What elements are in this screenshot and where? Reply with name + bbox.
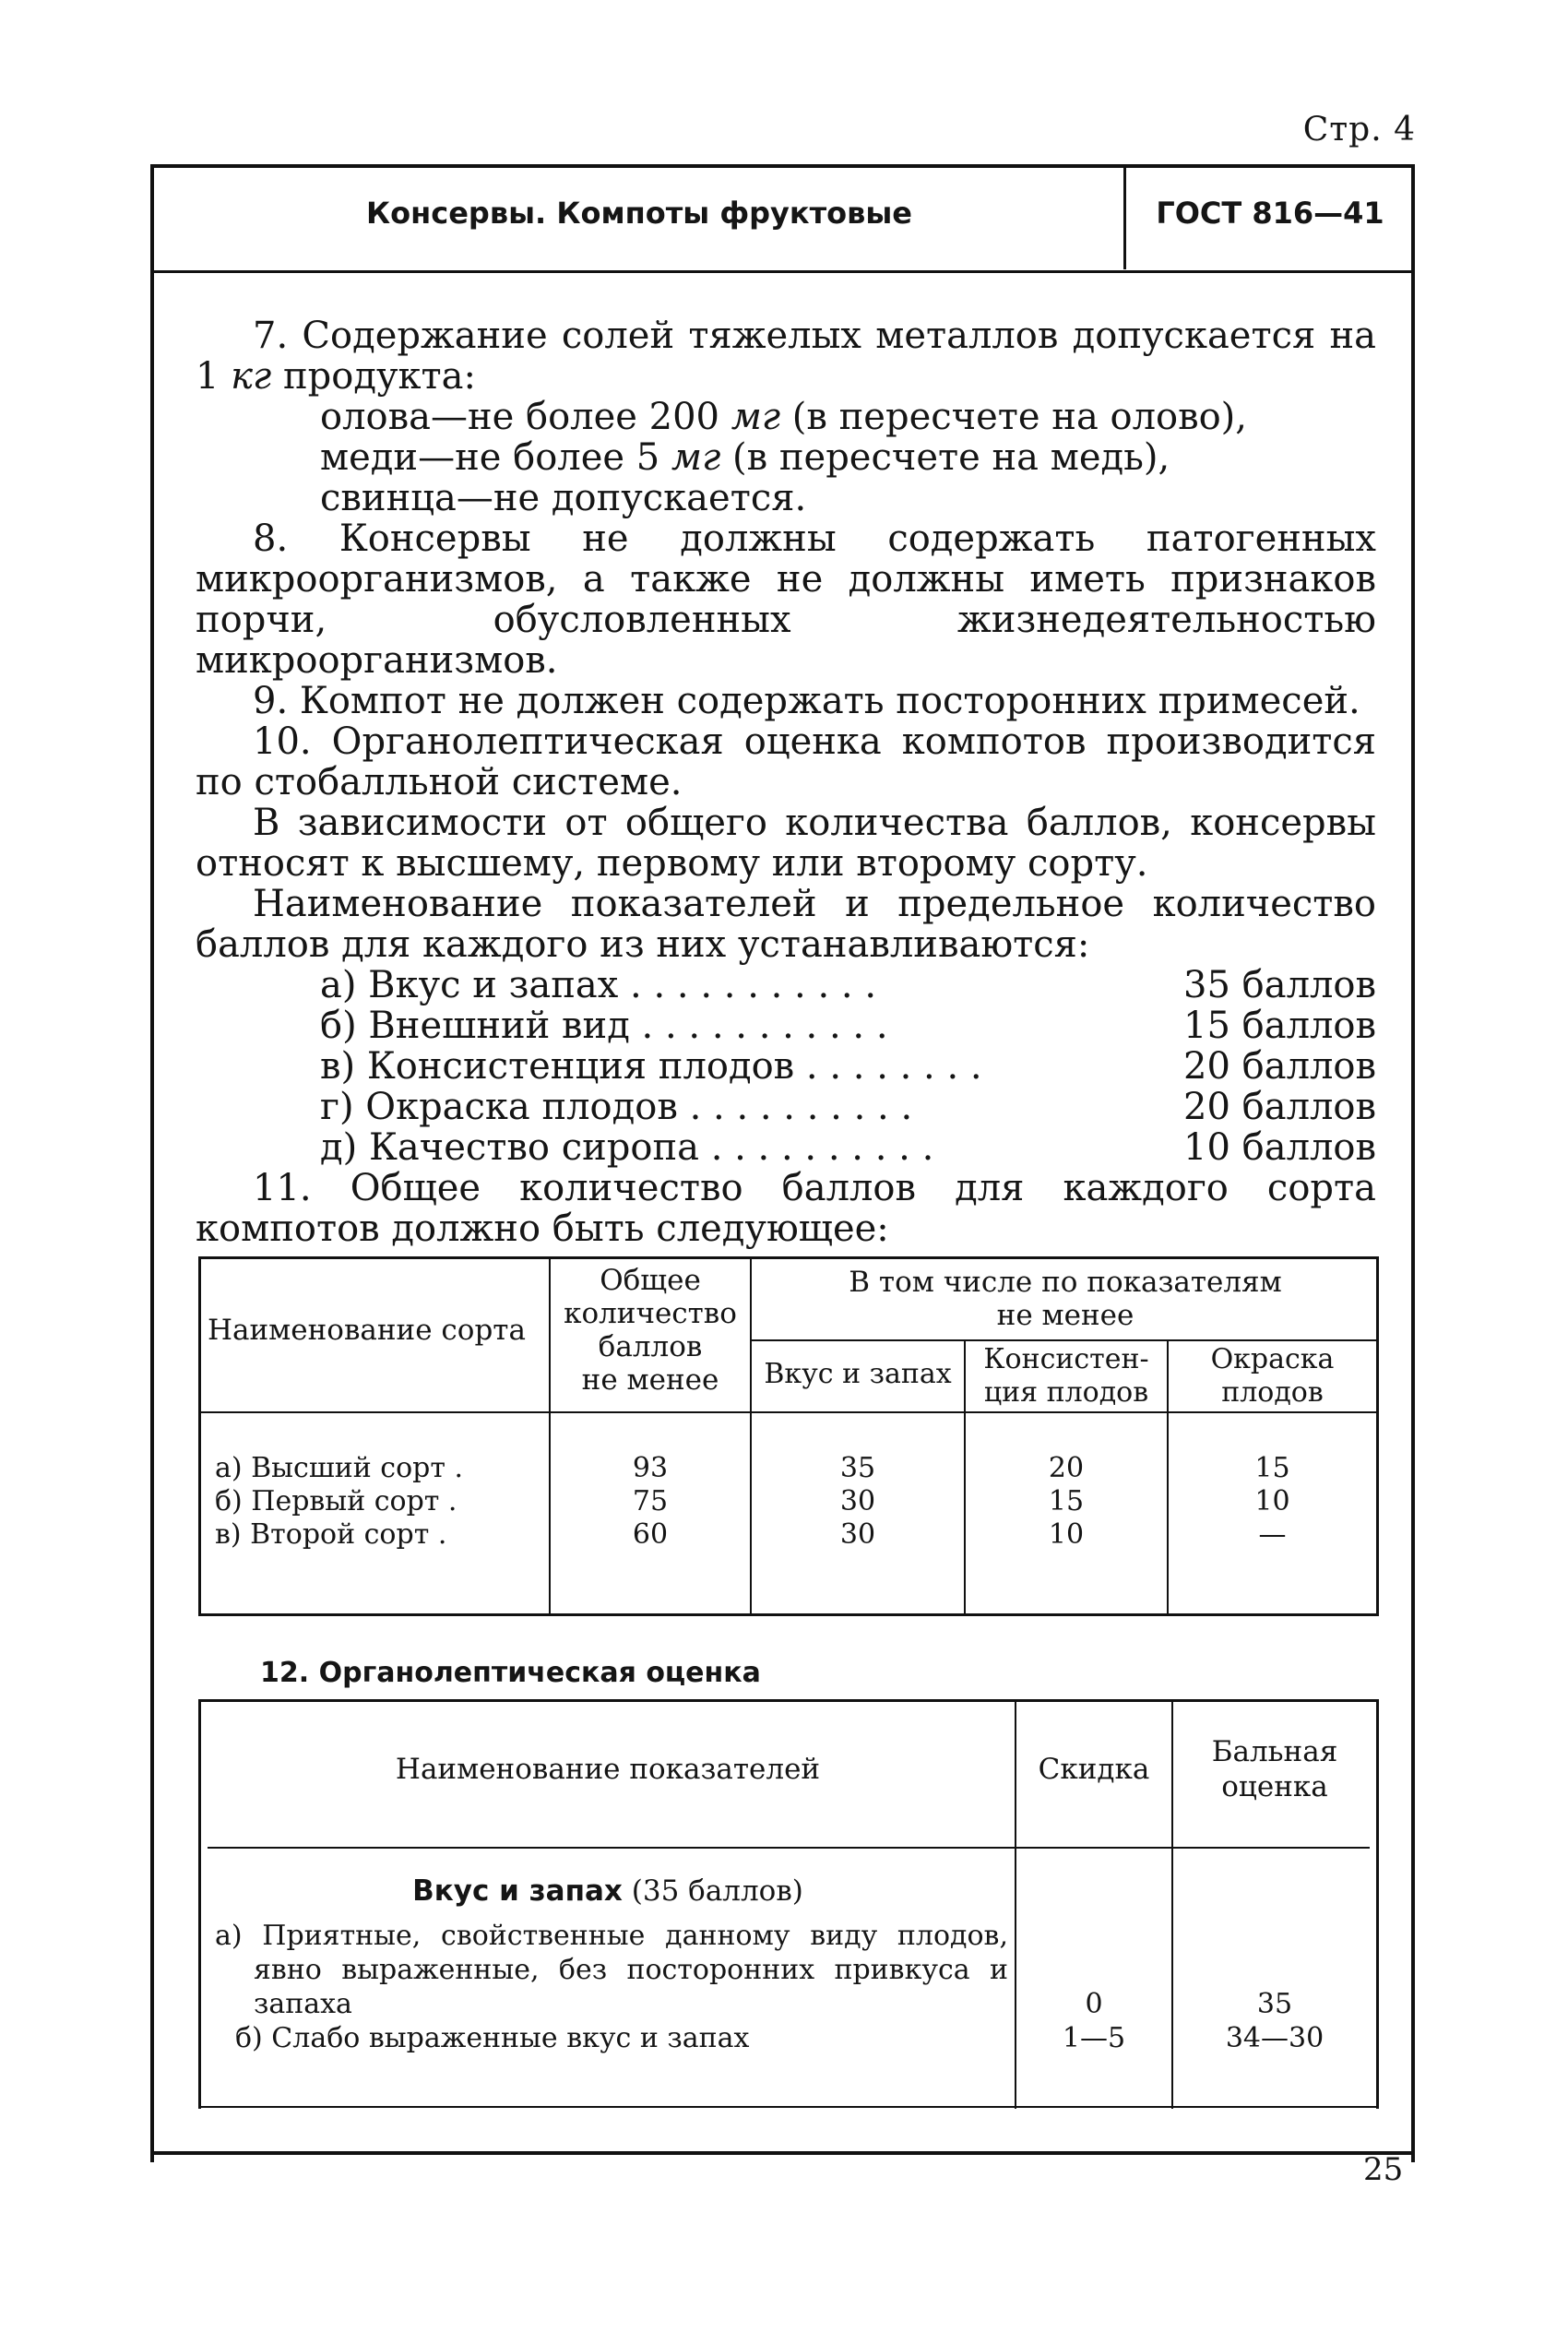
- col-header-total-line: не менее: [581, 1363, 719, 1397]
- score-label-text: г) Окраска плодов: [320, 1086, 678, 1128]
- copper-limit: [196, 437, 1376, 478]
- row-a-discount: 0: [1085, 1988, 1103, 2020]
- row-a-line: явно выраженные, без посторонних привкуса и: [254, 1954, 1008, 1986]
- col-header-group-line: не менее: [996, 1299, 1134, 1332]
- score-label: [320, 1127, 1183, 1168]
- grade-name: в) Второй сорт .: [215, 1518, 447, 1551]
- grade-taste: 35: [839, 1452, 876, 1484]
- col-header-total-line: количество: [564, 1297, 737, 1330]
- score-leader: . . . . . . . . . .: [698, 1126, 934, 1169]
- score-leader: . . . . . . . .: [794, 1045, 982, 1088]
- grade-name: а) Высший сорт .: [215, 1452, 464, 1484]
- header-top-rule: [150, 164, 1415, 168]
- row-discounts: [1016, 1987, 1171, 2055]
- table-rule: [208, 1847, 1370, 1849]
- table-rule: [198, 1256, 1379, 1259]
- col-header-consistency-line: ция плодов: [983, 1376, 1149, 1409]
- col-header-total-line: Общее: [600, 1264, 701, 1297]
- table-rule: [198, 1613, 1379, 1616]
- grade-consistency-values: [966, 1452, 1167, 1552]
- grade-name: б) Первый сорт .: [215, 1485, 457, 1517]
- table-rule: [198, 1256, 201, 1616]
- header-bottom-rule: [150, 270, 1415, 273]
- table-rule: [198, 1699, 1379, 1702]
- row-a-score: 35: [1256, 1988, 1293, 2020]
- col-header-group: [752, 1266, 1379, 1332]
- document-title: Консервы. Компоты фруктовые: [366, 196, 912, 231]
- col-header-color-line: Окраска: [1210, 1343, 1335, 1375]
- body-text: [196, 315, 1376, 1249]
- col-header-color-line: плодов: [1221, 1376, 1324, 1409]
- table-rule: [198, 2106, 1379, 2108]
- row-b-description: б) Слабо выраженные вкус и запах: [235, 2022, 750, 2054]
- grade-table: [198, 1256, 1379, 1616]
- grade-consistency: 20: [1048, 1452, 1085, 1484]
- score-label: [320, 1046, 1183, 1087]
- frame-bottom-rule: [150, 2151, 1415, 2155]
- col-header-color: [1169, 1343, 1376, 1410]
- score-leader: . . . . . . . . . .: [677, 1086, 913, 1128]
- tin-text-end: (в пересчете на олово),: [780, 396, 1247, 438]
- paragraph-10-indicators: Наименование показателей и предельное количество баллов для каждого из них устанавливаются:: [196, 883, 1376, 966]
- grade-taste: 30: [839, 1485, 876, 1517]
- header-divider: [1123, 168, 1126, 269]
- score-label: [320, 1087, 1183, 1127]
- col-header-consistency: [966, 1343, 1167, 1410]
- col-header-total-line: баллов: [598, 1330, 703, 1363]
- col-header-name: Наименование сорта: [208, 1314, 526, 1347]
- score-leader: . . . . . . . . . . .: [618, 964, 877, 1006]
- frame-left-border: [150, 164, 154, 2162]
- evaluation-table: [198, 1699, 1379, 2109]
- paragraph-10: 10. Органолептическая оценка компотов производится по стобалльной системе.: [196, 720, 1376, 803]
- paragraph-8: 8. Консервы не должны содержать патогенных микроорганизмов, а также не должны иметь признаков порчи, обусловленных жизнедеятельностью микроорганизмов.: [196, 518, 1376, 682]
- group-title-rest: (35 баллов): [622, 1874, 803, 1908]
- unit-mg: мг: [731, 396, 781, 438]
- row-a-line: запаха: [254, 1988, 352, 2020]
- score-item: [196, 1046, 1376, 1087]
- score-item: [196, 1127, 1376, 1168]
- unit-kg: кг: [231, 355, 272, 398]
- score-item: [196, 1087, 1376, 1127]
- score-value: 20 баллов: [1183, 1086, 1376, 1128]
- grade-total: 75: [632, 1485, 669, 1517]
- unit-mg: мг: [671, 436, 721, 479]
- grade-total: 93: [632, 1452, 669, 1484]
- score-value: 20 баллов: [1183, 1045, 1376, 1088]
- col-header-indicators: Наименование показателей: [395, 1753, 821, 1786]
- grade-taste-values: [752, 1452, 964, 1552]
- grade-color-values: [1169, 1452, 1376, 1552]
- score-label-text: д) Качество сиропа: [320, 1126, 699, 1169]
- col-header-score-line: оценка: [1221, 1770, 1328, 1803]
- group-title: [201, 1874, 1015, 1908]
- grade-totals: [551, 1452, 750, 1552]
- tin-limit: [196, 397, 1376, 437]
- score-value: 35 баллов: [1183, 964, 1376, 1006]
- copper-text: меди—не более 5: [320, 436, 671, 479]
- score-label: [320, 1005, 1183, 1046]
- paragraph-10-grades: В зависимости от общего количества баллов, консервы относят к высшему, первому или второму сорту.: [196, 802, 1376, 885]
- score-item: [196, 1005, 1376, 1046]
- row-b-discount: 1—5: [1062, 2022, 1126, 2054]
- row-scores: [1173, 1987, 1376, 2055]
- col-header-consistency-line: Консистен-: [983, 1343, 1149, 1375]
- lead-limit: свинца—не допускается.: [320, 477, 807, 519]
- paragraph-7-text-end: продукта:: [271, 355, 476, 398]
- copper-text-end: (в пересчете на медь),: [720, 436, 1170, 479]
- col-header-group-line: В том числе по показателям: [849, 1266, 1282, 1299]
- tin-text: олова—не более 200: [320, 396, 731, 438]
- score-value: 10 баллов: [1183, 1126, 1376, 1169]
- group-title-bold: Вкус и запах: [412, 1874, 623, 1908]
- paragraph-9: 9. Компот не должен содержать посторонних примесей.: [253, 680, 1360, 722]
- row-a-description: [215, 1919, 1008, 2055]
- page-number: 25: [1363, 2151, 1404, 2188]
- col-header-discount: Скидка: [1038, 1753, 1150, 1786]
- score-leader: . . . . . . . . . . .: [629, 1005, 888, 1047]
- section-12-heading: 12. Органолептическая оценка: [260, 1657, 761, 1689]
- score-label: [320, 965, 1183, 1005]
- col-header-score-line: Бальная: [1211, 1735, 1338, 1768]
- score-value: 15 баллов: [1183, 1005, 1376, 1047]
- grade-names: [215, 1452, 547, 1552]
- score-item: [196, 965, 1376, 1005]
- frame-right-border: [1411, 164, 1415, 2162]
- standard-code: ГОСТ 816—41: [1156, 196, 1384, 231]
- paragraph-11: 11. Общее количество баллов для каждого сорта компотов должно быть следующее:: [196, 1167, 1376, 1250]
- col-header-score: [1173, 1734, 1376, 1804]
- score-list: [196, 965, 1376, 1168]
- grade-color: 15: [1254, 1452, 1290, 1484]
- table-rule: [198, 1411, 1379, 1413]
- grade-taste: 30: [839, 1518, 876, 1551]
- grade-consistency: 15: [1048, 1485, 1085, 1517]
- paragraph-7: [196, 315, 1376, 397]
- row-b-score: 34—30: [1225, 2022, 1324, 2054]
- col-header-total: [551, 1264, 750, 1397]
- grade-total: 60: [632, 1518, 669, 1551]
- col-header-taste: Вкус и запах: [764, 1358, 952, 1390]
- score-label-text: в) Консистенция плодов: [320, 1045, 795, 1088]
- grade-color: 10: [1254, 1485, 1290, 1517]
- row-a-line: а) Приятные, свойственные данному виду плодов,: [215, 1920, 1008, 1952]
- score-label-text: б) Внешний вид: [320, 1005, 630, 1047]
- table-rule: [752, 1339, 1379, 1341]
- grade-consistency: 10: [1048, 1518, 1085, 1551]
- score-label-text: а) Вкус и запах: [320, 964, 619, 1006]
- grade-color: —: [1258, 1518, 1287, 1551]
- paragraph-7-text: 7. Содержание солей тяжелых металлов допускается на 1: [196, 315, 1376, 398]
- page-reference: Стр. 4: [1302, 111, 1416, 149]
- table-rule: [1376, 1699, 1379, 2109]
